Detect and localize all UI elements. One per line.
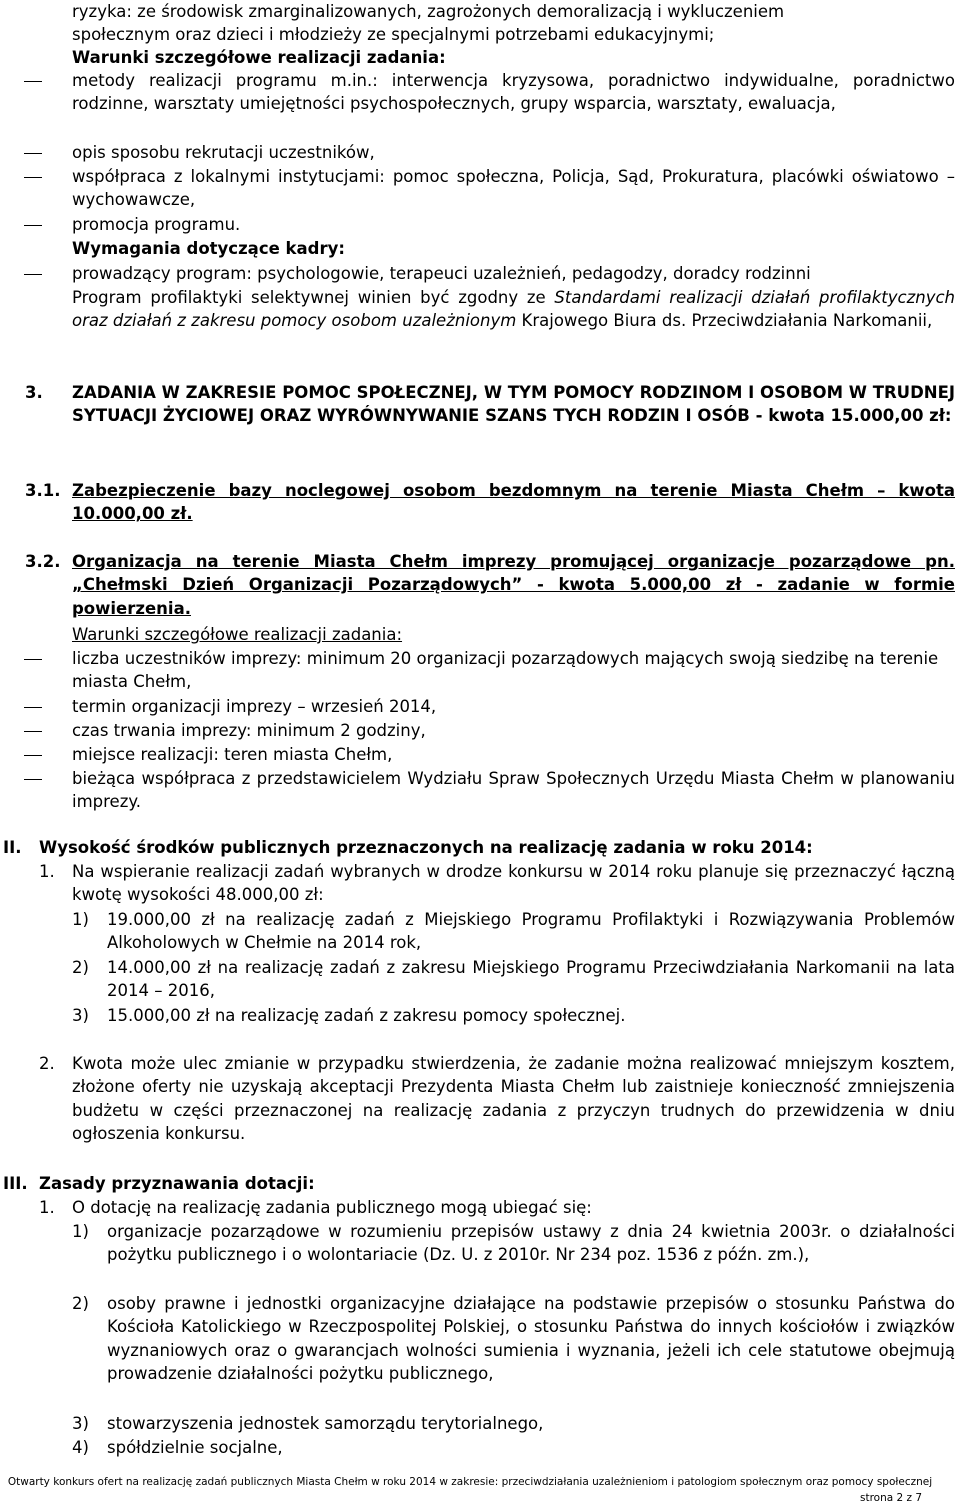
sub-item: 14.000,00 zł na realizację zadań z zakresu Miejskiego Programu Przeciwdziałania Narkomanii na lata 2014 – 2016, [107,958,955,1001]
section-ii-p2-number: 2. [39,1054,55,1073]
section-31-number: 3.1. [25,481,61,500]
footer-text: Otwarty konkurs ofert na realizację zadań publicznych Miasta Chełm w roku 2014 w zakresie: przeciwdziałania uzależnieniom i patologiom społecznym oraz pomocy społecznej [7,1476,933,1488]
list-item: współpraca z lokalnymi instytucjami: pomoc społeczna, Policja, Sąd, Prokuratura, placówki oświatowo – wychowawcze, [72,167,955,210]
dash-bullet [24,225,42,226]
dash-bullet [24,81,42,82]
dash-bullet [24,274,42,275]
dash-bullet [24,659,42,660]
sub-item: stowarzyszenia jednostek samorządu terytorialnego, [107,1414,544,1433]
list-item: opis sposobu rekrutacji uczestników, [72,143,375,162]
dash-bullet [24,731,42,732]
kadry-heading: Wymagania dotyczące kadry: [72,239,345,258]
warunki-heading-b: Warunki szczegółowe realizacji zadania: [72,625,403,644]
dash-bullet [24,153,42,154]
kadry-para-italic: Standardami realizacji działań profilaktycznych oraz działań z zakresu pomocy osobom uzależnionym [72,288,956,331]
section-32-title: Organizacja na terenie Miasta Chełm imprezy promującej organizacje pozarządowe pn. „Chełmski Dzień Organizacji Pozarządowych” - kwota 5.000,00 zł - zadanie w formie powierzenia. [72,552,955,618]
sub-item: 15.000,00 zł na realizację zadań z zakresu pomocy społecznej. [107,1006,626,1025]
sub-item: osoby prawne i jednostki organizacyjne działające na podstawie przepisów o stosunku Państwa do Kościoła Katolickiego w Rzeczpospolitej Polskiej, o stosunku Państwa do innych kościołów i związków wyznaniowych oraz o gwarancjach wolności sumienia i wyznania, jeżeli ich cele statutowe obejmują prowadzenie działalności pożytku publicznego, [107,1294,955,1384]
sub-item: organizacje pozarządowe w rozumieniu przepisów ustawy z dnia 24 kwietnia 2003r. o działalności pożytku publicznego i o wolontariacie (Dz. U. z 2010r. Nr 234 poz. 1536 z późn. zm.), [107,1222,955,1265]
list-item: bieżąca współpraca z przedstawicielem Wydziału Spraw Społecznych Urzędu Miasta Chełm w planowaniu imprezy. [72,769,955,812]
page-number: strona 2 z 7 [860,1492,923,1504]
intro-line-1: ryzyka: ze środowisk zmarginalizowanych, zagrożonych demoralizacją i wykluczeniem [72,2,785,21]
section-ii-p1: Na wspieranie realizacji zadań wybranych w drodze konkursu w 2014 roku planuje się przeznaczyć łączną kwotę wysokości 48.000,00 zł: [72,862,955,905]
section-ii-title: Wysokość środków publicznych przeznaczonych na realizację zadania w roku 2014: [39,838,813,857]
kadry-paragraph [72,286,955,333]
section-ii-number: II. [3,838,22,857]
section-ii-p2: Kwota może ulec zmianie w przypadku stwierdzenia, że zadanie można realizować mniejszym kosztem, złożone oferty nie uzyskają akceptacji Prezydenta Miasta Chełm lub zaistnieje konieczność zmniejszenia budżetu w części przeznaczonej na realizację zadania z przyczyn trudnych do przewidzenia w dniu ogłoszenia konkursu. [72,1054,955,1144]
section-iii-number: III. [3,1174,28,1193]
sub-number: 2) [72,1294,89,1313]
sub-number: 3) [72,1414,89,1433]
section-iii-title: Zasady przyznawania dotacji: [39,1174,315,1193]
kadry-item: prowadzący program: psychologowie, terapeuci uzależnień, pedagodzy, doradcy rodzinni [72,264,811,283]
section-32-number: 3.2. [25,552,61,571]
section-3-number: 3. [25,383,43,402]
list-item: termin organizacji imprezy – wrzesień 2014, [72,697,437,716]
list-item: metody realizacji programu m.in.: interwencja kryzysowa, poradnictwo indywidualne, poradnictwo rodzinne, warsztaty umiejętności psychospołecznych, grupy wsparcia, warsztaty, ewaluacja, [72,71,955,114]
sub-number: 2) [72,958,89,977]
list-item: czas trwania imprezy: minimum 2 godziny, [72,721,426,740]
kadry-para-end: Krajowego Biura ds. Przeciwdziałania Narkomanii, [516,311,933,331]
dash-bullet [24,707,42,708]
section-31-title: Zabezpieczenie bazy noclegowej osobom bezdomnym na terenie Miasta Chełm – kwota 10.000,00 zł. [72,481,955,524]
sub-number: 4) [72,1438,89,1457]
section-3-title: ZADANIA W ZAKRESIE POMOC SPOŁECZNEJ, W TYM POMOCY RODZINOM I OSOBOM W TRUDNEJ SYTUACJI ŻYCIOWEJ ORAZ WYRÓWNYWANIE SZANS TYCH RODZIN I OSÓB - kwota 15.000,00 zł: [72,383,955,426]
sub-item: spółdzielnie socjalne, [107,1438,283,1457]
sub-number: 1) [72,910,89,929]
dash-bullet [24,177,42,178]
dash-bullet [24,755,42,756]
section-iii-p1: O dotację na realizację zadania publicznego mogą ubiegać się: [72,1198,592,1217]
section-ii-p1-number: 1. [39,862,55,881]
list-item: promocja programu. [72,215,241,234]
dash-bullet [24,779,42,780]
sub-number: 1) [72,1222,89,1241]
list-item: miejsce realizacji: teren miasta Chełm, [72,745,393,764]
list-item: liczba uczestników imprezy: minimum 20 organizacji pozarządowych mających swoją siedzibę na terenie miasta Chełm, [72,649,939,692]
section-iii-p1-number: 1. [39,1198,55,1217]
warunki-heading-a: Warunki szczegółowe realizacji zadania: [72,48,446,67]
sub-number: 3) [72,1006,89,1025]
sub-item: 19.000,00 zł na realizację zadań z Miejskiego Programu Profilaktyki i Rozwiązywania Problemów Alkoholowych w Chełmie na 2014 rok, [107,910,955,953]
intro-line-2: społecznym oraz dzieci i młodzieży ze specjalnymi potrzebami edukacyjnymi; [72,25,715,44]
kadry-para-start: Program profilaktyki selektywnej winien być zgodny ze [72,288,555,307]
